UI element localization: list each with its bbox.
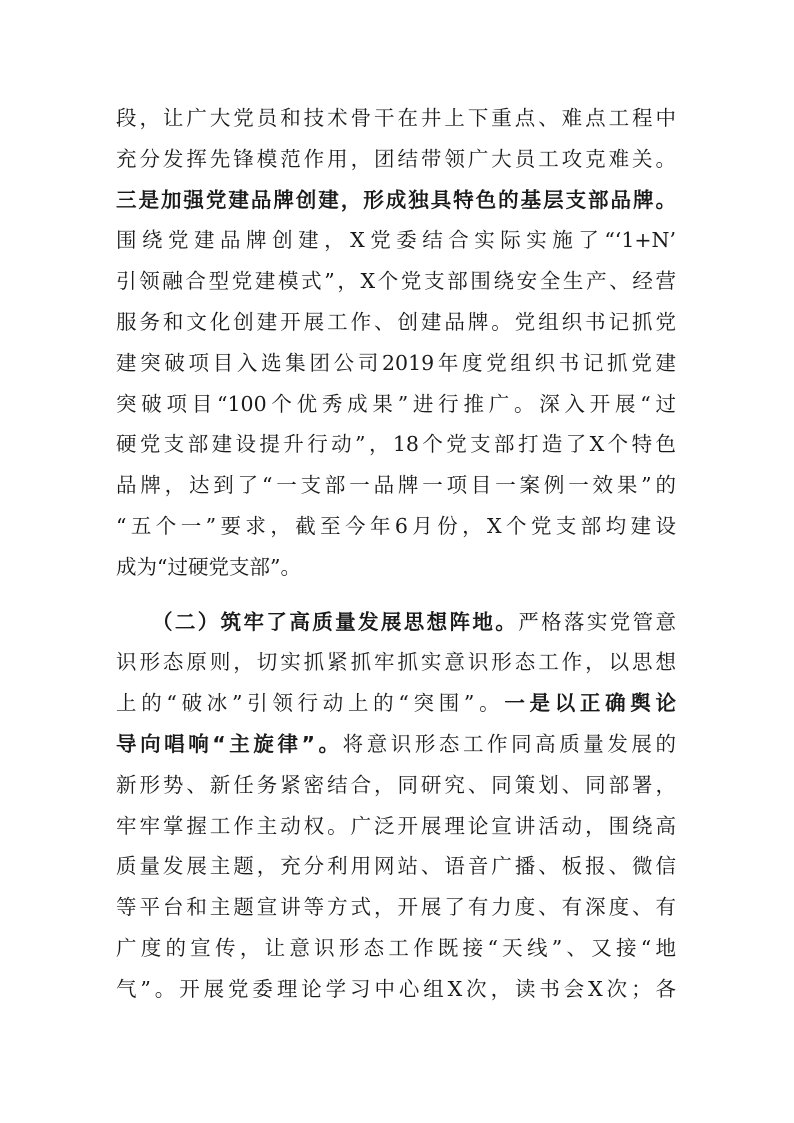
text-run: 服务和文化创建开展工作、创建品牌。党组织书记抓党 <box>116 310 676 334</box>
text-run: 新形势、新任务紧密结合，同研究、同策划、同部署， <box>116 772 676 797</box>
text-run: 段，让广大党员和技术骨干在井上下重点、难点工程中 <box>116 106 676 130</box>
text-run: 质量发展主题，充分利用网站、语音广播、板报、微信 <box>116 854 676 879</box>
text-line <box>152 600 676 644</box>
text-run: 气”。开展党委理论学习中心组X次，读书会X次；各 <box>116 976 676 1001</box>
text-line <box>116 885 676 929</box>
text-line <box>116 844 676 888</box>
text-run: 识形态原则，切实抓紧抓牢抓实意识形态工作，以思想 <box>116 650 676 675</box>
text-line <box>116 926 676 970</box>
text-line <box>116 545 676 589</box>
bold-text-run: 导向唱响“主旋律”。 <box>116 732 343 756</box>
text-run: 引领融合型党建模式”，X个党支部围绕安全生产、经营 <box>116 269 676 294</box>
text-line <box>116 763 676 807</box>
text-line <box>116 722 676 766</box>
text-line <box>116 137 676 181</box>
text-run: 上的“破冰”引领行动上的“突围”。 <box>116 691 505 716</box>
text-run: 等平台和主题宣讲等方式，开展了有力度、有深度、有 <box>116 895 676 920</box>
text-line <box>116 382 676 426</box>
text-run: 牢牢掌握工作主动权。广泛开展理论宣讲活动，围绕高 <box>116 813 676 838</box>
bold-text-run: 三是加强党建品牌创建，形成独具特色的基层支部品牌。 <box>116 187 676 212</box>
text-line <box>116 300 676 344</box>
text-line <box>116 681 676 725</box>
text-run: 品牌，达到了“一支部一品牌一项目一案例一效果”的 <box>116 473 676 498</box>
text-line <box>116 422 676 466</box>
text-line <box>116 96 676 140</box>
text-line <box>116 259 676 303</box>
bold-text-run: 一是以正确舆论 <box>504 691 677 716</box>
text-line <box>116 804 676 848</box>
text-line <box>116 967 676 1011</box>
text-line <box>116 640 676 684</box>
text-run: 建突破项目入选集团公司2019年度党组织书记抓党建 <box>116 350 676 375</box>
text-run: 充分发挥先锋模范作用，团结带领广大员工攻克难关。 <box>116 146 676 171</box>
text-line <box>116 218 676 262</box>
text-run: 硬党支部建设提升行动”，18个党支部打造了X个特色 <box>116 432 676 457</box>
text-run: 将意识形态工作同高质量发展的 <box>342 732 676 756</box>
text-line <box>116 463 676 507</box>
text-line <box>116 178 676 222</box>
text-run: 严格落实党管意 <box>518 609 677 634</box>
text-run: 成为“过硬党支部”。 <box>116 554 301 579</box>
text-line <box>116 504 676 548</box>
text-run: 围绕党建品牌创建，X党委结合实际实施了“‘1+N’ <box>116 228 676 253</box>
text-line <box>116 341 676 385</box>
text-run: “五个一”要求，截至今年6月份，X个党支部均建设 <box>116 514 676 538</box>
text-run: 突破项目“100个优秀成果”进行推广。深入开展“过 <box>116 391 676 416</box>
text-run: 广度的宣传，让意识形态工作既接“天线”、又接“地 <box>116 936 676 960</box>
bold-text-run: （二）筑牢了高质量发展思想阵地。 <box>152 609 519 634</box>
